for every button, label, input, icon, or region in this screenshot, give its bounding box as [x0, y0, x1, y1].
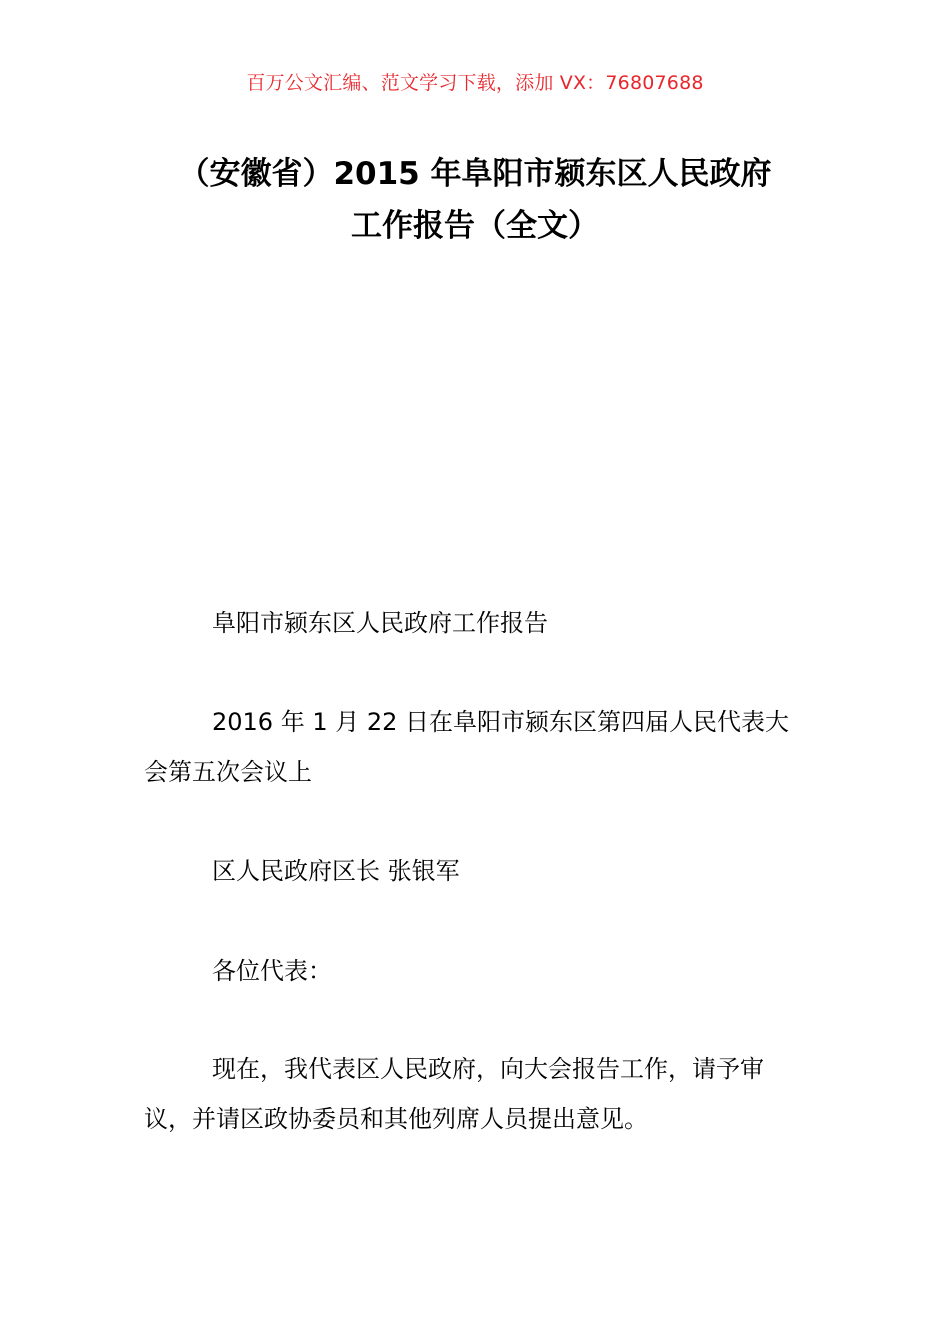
document-title-line-1: （安徽省）2015 年阜阳市颍东区人民政府: [178, 156, 772, 192]
meeting-date-paragraph: 2016 年 1 月 22 日在阜阳市颍东区第四届人民代表大会第五次会议上: [144, 708, 790, 786]
header-note: 百万公文汇编、范文学习下载，添加 VX：76807688: [246, 72, 704, 94]
opening-paragraph: 现在，我代表区人民政府，向大会报告工作，请予审议，并请区政协委员和其他列席人员提出意见。: [144, 1055, 764, 1133]
document-title-line-2: 工作报告（全文）: [351, 208, 599, 244]
document-title: [120, 148, 830, 252]
speaker-paragraph: 区人民政府区长 张银军: [212, 857, 460, 885]
greeting-paragraph: 各位代表：: [212, 957, 332, 985]
report-name-paragraph: 阜阳市颍东区人民政府工作报告: [212, 609, 548, 637]
